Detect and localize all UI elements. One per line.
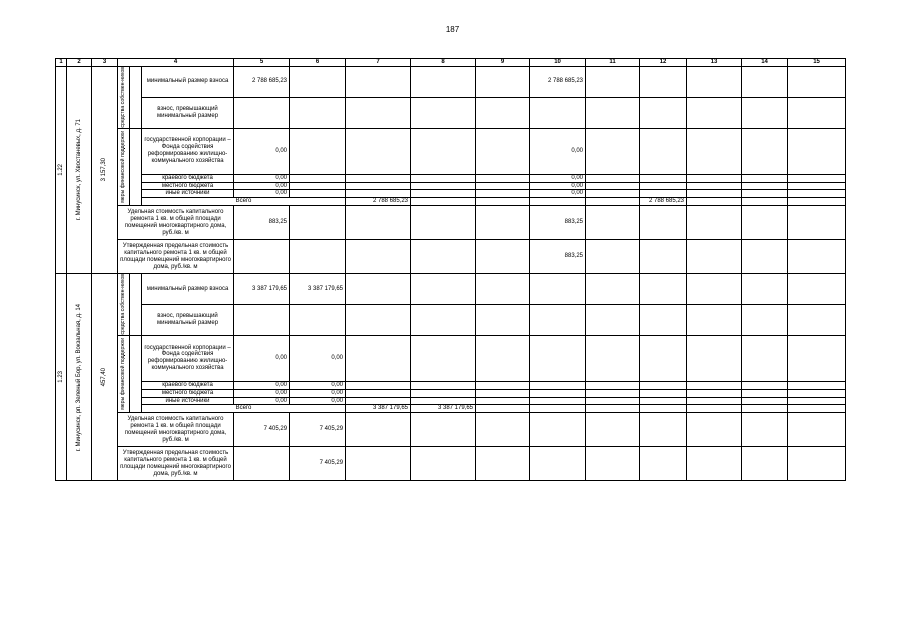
value-col8: [411, 447, 476, 481]
value-col12: [742, 405, 788, 413]
value-col15: [788, 381, 846, 389]
value-col6: [290, 190, 346, 198]
value-col10: [530, 413, 586, 447]
value-col10: [530, 97, 586, 128]
value-col12: [640, 174, 687, 182]
group-own-funds: средства собствен-ников: [119, 67, 126, 128]
value-col9: [476, 413, 530, 447]
value-col10: 0,00: [530, 190, 586, 198]
value-col6: [290, 240, 346, 274]
group-fin-support-cell: [118, 335, 130, 413]
value-col12: [640, 397, 687, 405]
value-col5: 0,00: [234, 182, 290, 190]
value-col6: [290, 182, 346, 190]
value-col9: [586, 405, 640, 413]
value-col9: [476, 206, 530, 240]
value-col14: [742, 447, 788, 481]
row-label: взнос, превышающий минимальный размер: [142, 304, 234, 335]
value-col12: [640, 67, 687, 98]
row-label: Всего: [142, 198, 346, 206]
value-col11: [586, 304, 640, 335]
value-col11: [586, 128, 640, 174]
value-col14: [742, 182, 788, 190]
value-col11: [586, 274, 640, 305]
table-row: [56, 274, 846, 305]
value-col8: [411, 304, 476, 335]
value-col9: [476, 240, 530, 274]
area-cell: [92, 274, 118, 481]
value-col11: [586, 397, 640, 405]
group-own-funds-cell: [118, 274, 130, 336]
value-col8: [411, 274, 476, 305]
header-cell: 10: [530, 59, 586, 67]
value-col13: [687, 274, 742, 305]
header-cell: 4: [118, 59, 234, 67]
value-col5: 0,00: [234, 381, 290, 389]
value-col8: [411, 97, 476, 128]
value-col14: [742, 174, 788, 182]
value-col6: 3 387 179,65: [411, 405, 476, 413]
value-col12: [640, 190, 687, 198]
value-col15: [788, 128, 846, 174]
value-col5: 2 788 685,23: [346, 198, 411, 206]
value-col9: [476, 397, 530, 405]
table-row: [56, 405, 846, 413]
value-col13: [687, 67, 742, 98]
value-col9: [476, 97, 530, 128]
value-col13: [687, 413, 742, 447]
group-fin-support-cell: [118, 128, 130, 206]
value-col13: [788, 198, 846, 206]
value-col12: [640, 206, 687, 240]
value-col11: [586, 97, 640, 128]
value-col7: [476, 198, 530, 206]
record-number: 1.22: [57, 164, 64, 176]
value-col7: [346, 389, 411, 397]
value-col10: 0,00: [530, 174, 586, 182]
value-col14: [742, 335, 788, 381]
value-col14: [742, 389, 788, 397]
value-col7: [476, 405, 530, 413]
value-col10: 883,25: [530, 240, 586, 274]
value-col13: [687, 335, 742, 381]
value-col5: 0,00: [234, 174, 290, 182]
value-col5: [234, 97, 290, 128]
value-col12: [640, 240, 687, 274]
value-col5: 3 387 179,65: [234, 274, 290, 305]
value-col10: [530, 389, 586, 397]
header-cell: 9: [476, 59, 530, 67]
value-col14: [742, 240, 788, 274]
value-col15: [788, 274, 846, 305]
value-col9: [476, 174, 530, 182]
group-fin-support: меры финансовой поддержки: [119, 130, 126, 203]
value-col7: [346, 67, 411, 98]
value-col14: [742, 413, 788, 447]
value-col8: [530, 198, 586, 206]
value-col7: [346, 240, 411, 274]
row-label: взнос, превышающий минимальный размер: [142, 97, 234, 128]
value-col12: [640, 413, 687, 447]
table-row: [56, 206, 846, 240]
value-col8: [411, 413, 476, 447]
value-col9: [476, 67, 530, 98]
table-row: [56, 447, 846, 481]
value-col13: [687, 182, 742, 190]
value-col9: [586, 198, 640, 206]
value-col5: 7 405,29: [234, 413, 290, 447]
header-row: [56, 59, 846, 67]
table-row: [56, 381, 846, 389]
value-col11: [687, 198, 742, 206]
value-col6: [290, 67, 346, 98]
value-col13: [687, 190, 742, 198]
value-col12: [640, 182, 687, 190]
value-col9: [476, 182, 530, 190]
value-col5: [234, 240, 290, 274]
value-col9: [476, 447, 530, 481]
value-col12: [640, 128, 687, 174]
group-fin-support: меры финансовой поддержки: [119, 338, 126, 410]
value-col8: [411, 182, 476, 190]
row-label: иные источники: [142, 190, 234, 198]
value-col6: [290, 174, 346, 182]
value-col11: [586, 413, 640, 447]
value-col8: [411, 206, 476, 240]
table-row: [56, 174, 846, 182]
value-col9: [476, 274, 530, 305]
value-col5: 2 788 685,23: [234, 67, 290, 98]
value-col6: 3 387 179,65: [290, 274, 346, 305]
group-own-funds: средства собствен-ников: [119, 274, 126, 335]
value-col6: [290, 206, 346, 240]
value-col7: [346, 128, 411, 174]
value-col9: [476, 190, 530, 198]
row-label: Утвержденная предельная стоимость капитального ремонта 1 кв. м общей площади помещений многоквартирного дома, руб./кв. м: [118, 447, 234, 481]
value-col8: [411, 389, 476, 397]
header-cell: 13: [687, 59, 742, 67]
row-label: Удельная стоимость капитального ремонта 1 кв. м общей площади помещений многоквартирного дома, руб./кв. м: [118, 413, 234, 447]
header-cell: 6: [290, 59, 346, 67]
value-col15: [788, 335, 846, 381]
record-number: 1.23: [57, 371, 64, 384]
header-cell: 14: [742, 59, 788, 67]
value-col10: 883,25: [530, 206, 586, 240]
value-col7: [346, 274, 411, 305]
value-col6: [290, 304, 346, 335]
value-col6: 7 405,29: [290, 447, 346, 481]
value-col13: [687, 381, 742, 389]
value-col13: [687, 304, 742, 335]
value-col12: [742, 198, 788, 206]
value-col6: 0,00: [290, 381, 346, 389]
value-col13: [687, 447, 742, 481]
header-cell: 5: [234, 59, 290, 67]
value-col15: [788, 206, 846, 240]
value-col13: [788, 405, 846, 413]
value-col10: [530, 335, 586, 381]
value-col14: [742, 128, 788, 174]
value-col12: [640, 447, 687, 481]
value-col15: [788, 190, 846, 198]
value-col11: [586, 240, 640, 274]
row-label: минимальный размер взноса: [142, 67, 234, 98]
value-col9: [476, 304, 530, 335]
value-col10: 2 788 685,23: [530, 67, 586, 98]
value-col13: [687, 128, 742, 174]
value-col6: 0,00: [290, 397, 346, 405]
value-col6: [290, 128, 346, 174]
table-row: [56, 190, 846, 198]
header-cell: 3: [92, 59, 118, 67]
value-col6: 7 405,29: [290, 413, 346, 447]
value-col11: [586, 190, 640, 198]
value-col5: [234, 304, 290, 335]
area: 457,40: [101, 368, 108, 387]
address-cell: [67, 274, 92, 481]
value-col15: [788, 304, 846, 335]
header-cell: 15: [788, 59, 846, 67]
value-col15: [788, 447, 846, 481]
row-label: местного бюджета: [142, 182, 234, 190]
record-number-cell: [56, 274, 67, 481]
value-col5: 0,00: [234, 389, 290, 397]
value-col9: [476, 128, 530, 174]
value-col6: [290, 97, 346, 128]
value-col5: 0,00: [234, 397, 290, 405]
header-cell: 1: [56, 59, 67, 67]
value-col13: [687, 206, 742, 240]
header-cell: 7: [346, 59, 411, 67]
row-label: государственной корпорации – Фонда содействия реформированию жилищно-коммунального хозяйства: [142, 335, 234, 381]
value-col11: [586, 381, 640, 389]
table-row: [56, 198, 846, 206]
value-col7: [346, 190, 411, 198]
value-col10: [530, 447, 586, 481]
value-col5: 0,00: [234, 190, 290, 198]
value-col8: [411, 67, 476, 98]
value-col7: [346, 335, 411, 381]
value-col5: 0,00: [234, 335, 290, 381]
value-col15: [788, 413, 846, 447]
value-col14: [742, 304, 788, 335]
value-col11: [586, 174, 640, 182]
address: г. Минусинск, рп. Зеленый Бор, ул. Вокзальная, д. 14: [75, 303, 82, 451]
value-col7: [346, 97, 411, 128]
table-row: [56, 240, 846, 274]
value-col12: [640, 97, 687, 128]
value-col8: [411, 128, 476, 174]
value-col14: [742, 206, 788, 240]
value-col11: [687, 405, 742, 413]
value-col6: 0,00: [290, 335, 346, 381]
value-col10: 2 788 685,23: [640, 198, 687, 206]
value-col8: [411, 174, 476, 182]
table-row: [56, 304, 846, 335]
value-col10: [530, 304, 586, 335]
header-cell: 11: [586, 59, 640, 67]
value-col8: [411, 381, 476, 389]
value-col13: [687, 174, 742, 182]
header-cell: 2: [67, 59, 92, 67]
table-row: [56, 128, 846, 174]
value-col11: [586, 335, 640, 381]
value-col8: [411, 397, 476, 405]
address: г. Минусинск, ул. Хвостаневых, д. 71: [75, 119, 82, 221]
value-col14: [742, 67, 788, 98]
value-col15: [788, 174, 846, 182]
value-col14: [742, 381, 788, 389]
header-cell: 12: [640, 59, 687, 67]
value-col11: [586, 389, 640, 397]
value-col13: [687, 240, 742, 274]
row-label: иные источники: [142, 397, 234, 405]
value-col13: [687, 97, 742, 128]
value-col7: [346, 381, 411, 389]
value-col12: [640, 335, 687, 381]
value-col7: [346, 447, 411, 481]
value-col15: [788, 182, 846, 190]
area-cell: [92, 67, 118, 274]
row-label: государственной корпорации – Фонда содействия реформированию жилищно-коммунального хозяйства: [142, 128, 234, 174]
row-label: краевого бюджета: [142, 381, 234, 389]
value-col10: [640, 405, 687, 413]
value-col12: [640, 304, 687, 335]
value-col8: [411, 190, 476, 198]
value-col7: [346, 413, 411, 447]
value-col11: [586, 67, 640, 98]
value-col15: [788, 397, 846, 405]
row-label: минимальный размер взноса: [142, 274, 234, 305]
table-row: [56, 335, 846, 381]
row-label: местного бюджета: [142, 389, 234, 397]
address-cell: [67, 67, 92, 274]
value-col8: [530, 405, 586, 413]
table-row: [56, 389, 846, 397]
value-col10: [530, 381, 586, 389]
value-col10: 0,00: [530, 182, 586, 190]
value-col7: [346, 182, 411, 190]
table-row: [56, 97, 846, 128]
value-col14: [742, 274, 788, 305]
value-col5: 883,25: [234, 206, 290, 240]
value-col10: [530, 274, 586, 305]
value-col15: [788, 97, 846, 128]
value-col15: [788, 67, 846, 98]
value-col14: [742, 190, 788, 198]
value-col11: [586, 182, 640, 190]
value-col5: 0,00: [234, 128, 290, 174]
value-col13: [687, 397, 742, 405]
value-col11: [586, 206, 640, 240]
value-col10: [530, 397, 586, 405]
table-row: [56, 413, 846, 447]
area: 3 157,30: [101, 158, 108, 182]
value-col7: [346, 304, 411, 335]
table-row: [56, 397, 846, 405]
value-col10: 0,00: [530, 128, 586, 174]
value-col12: [640, 274, 687, 305]
value-col9: [476, 335, 530, 381]
page-number: 187: [445, 25, 460, 34]
value-col8: [411, 240, 476, 274]
value-col9: [476, 381, 530, 389]
value-col15: [788, 240, 846, 274]
value-col7: [346, 397, 411, 405]
table-row: [56, 182, 846, 190]
row-label: Всего: [142, 405, 346, 413]
value-col11: [586, 447, 640, 481]
value-col15: [788, 389, 846, 397]
value-col5: [234, 447, 290, 481]
header-cell: 8: [411, 59, 476, 67]
group-own-funds-cell: [118, 67, 130, 129]
value-col7: [346, 206, 411, 240]
capital-repair-table: [55, 58, 846, 481]
value-col12: [640, 381, 687, 389]
value-col6: 0,00: [290, 389, 346, 397]
table-row: [56, 67, 846, 98]
row-label: Удельная стоимость капитального ремонта 1 кв. м общей площади помещений многоквартирного дома, руб./кв. м: [118, 206, 234, 240]
value-col7: [346, 174, 411, 182]
row-label: краевого бюджета: [142, 174, 234, 182]
value-col14: [742, 397, 788, 405]
row-label: Утвержденная предельная стоимость капитального ремонта 1 кв. м общей площади помещений многоквартирного дома, руб./кв. м: [118, 240, 234, 274]
value-col12: [640, 389, 687, 397]
record-number-cell: [56, 67, 67, 274]
value-col9: [476, 389, 530, 397]
value-col6: [411, 198, 476, 206]
value-col13: [687, 389, 742, 397]
value-col14: [742, 97, 788, 128]
value-col5: 3 387 179,65: [346, 405, 411, 413]
value-col8: [411, 335, 476, 381]
